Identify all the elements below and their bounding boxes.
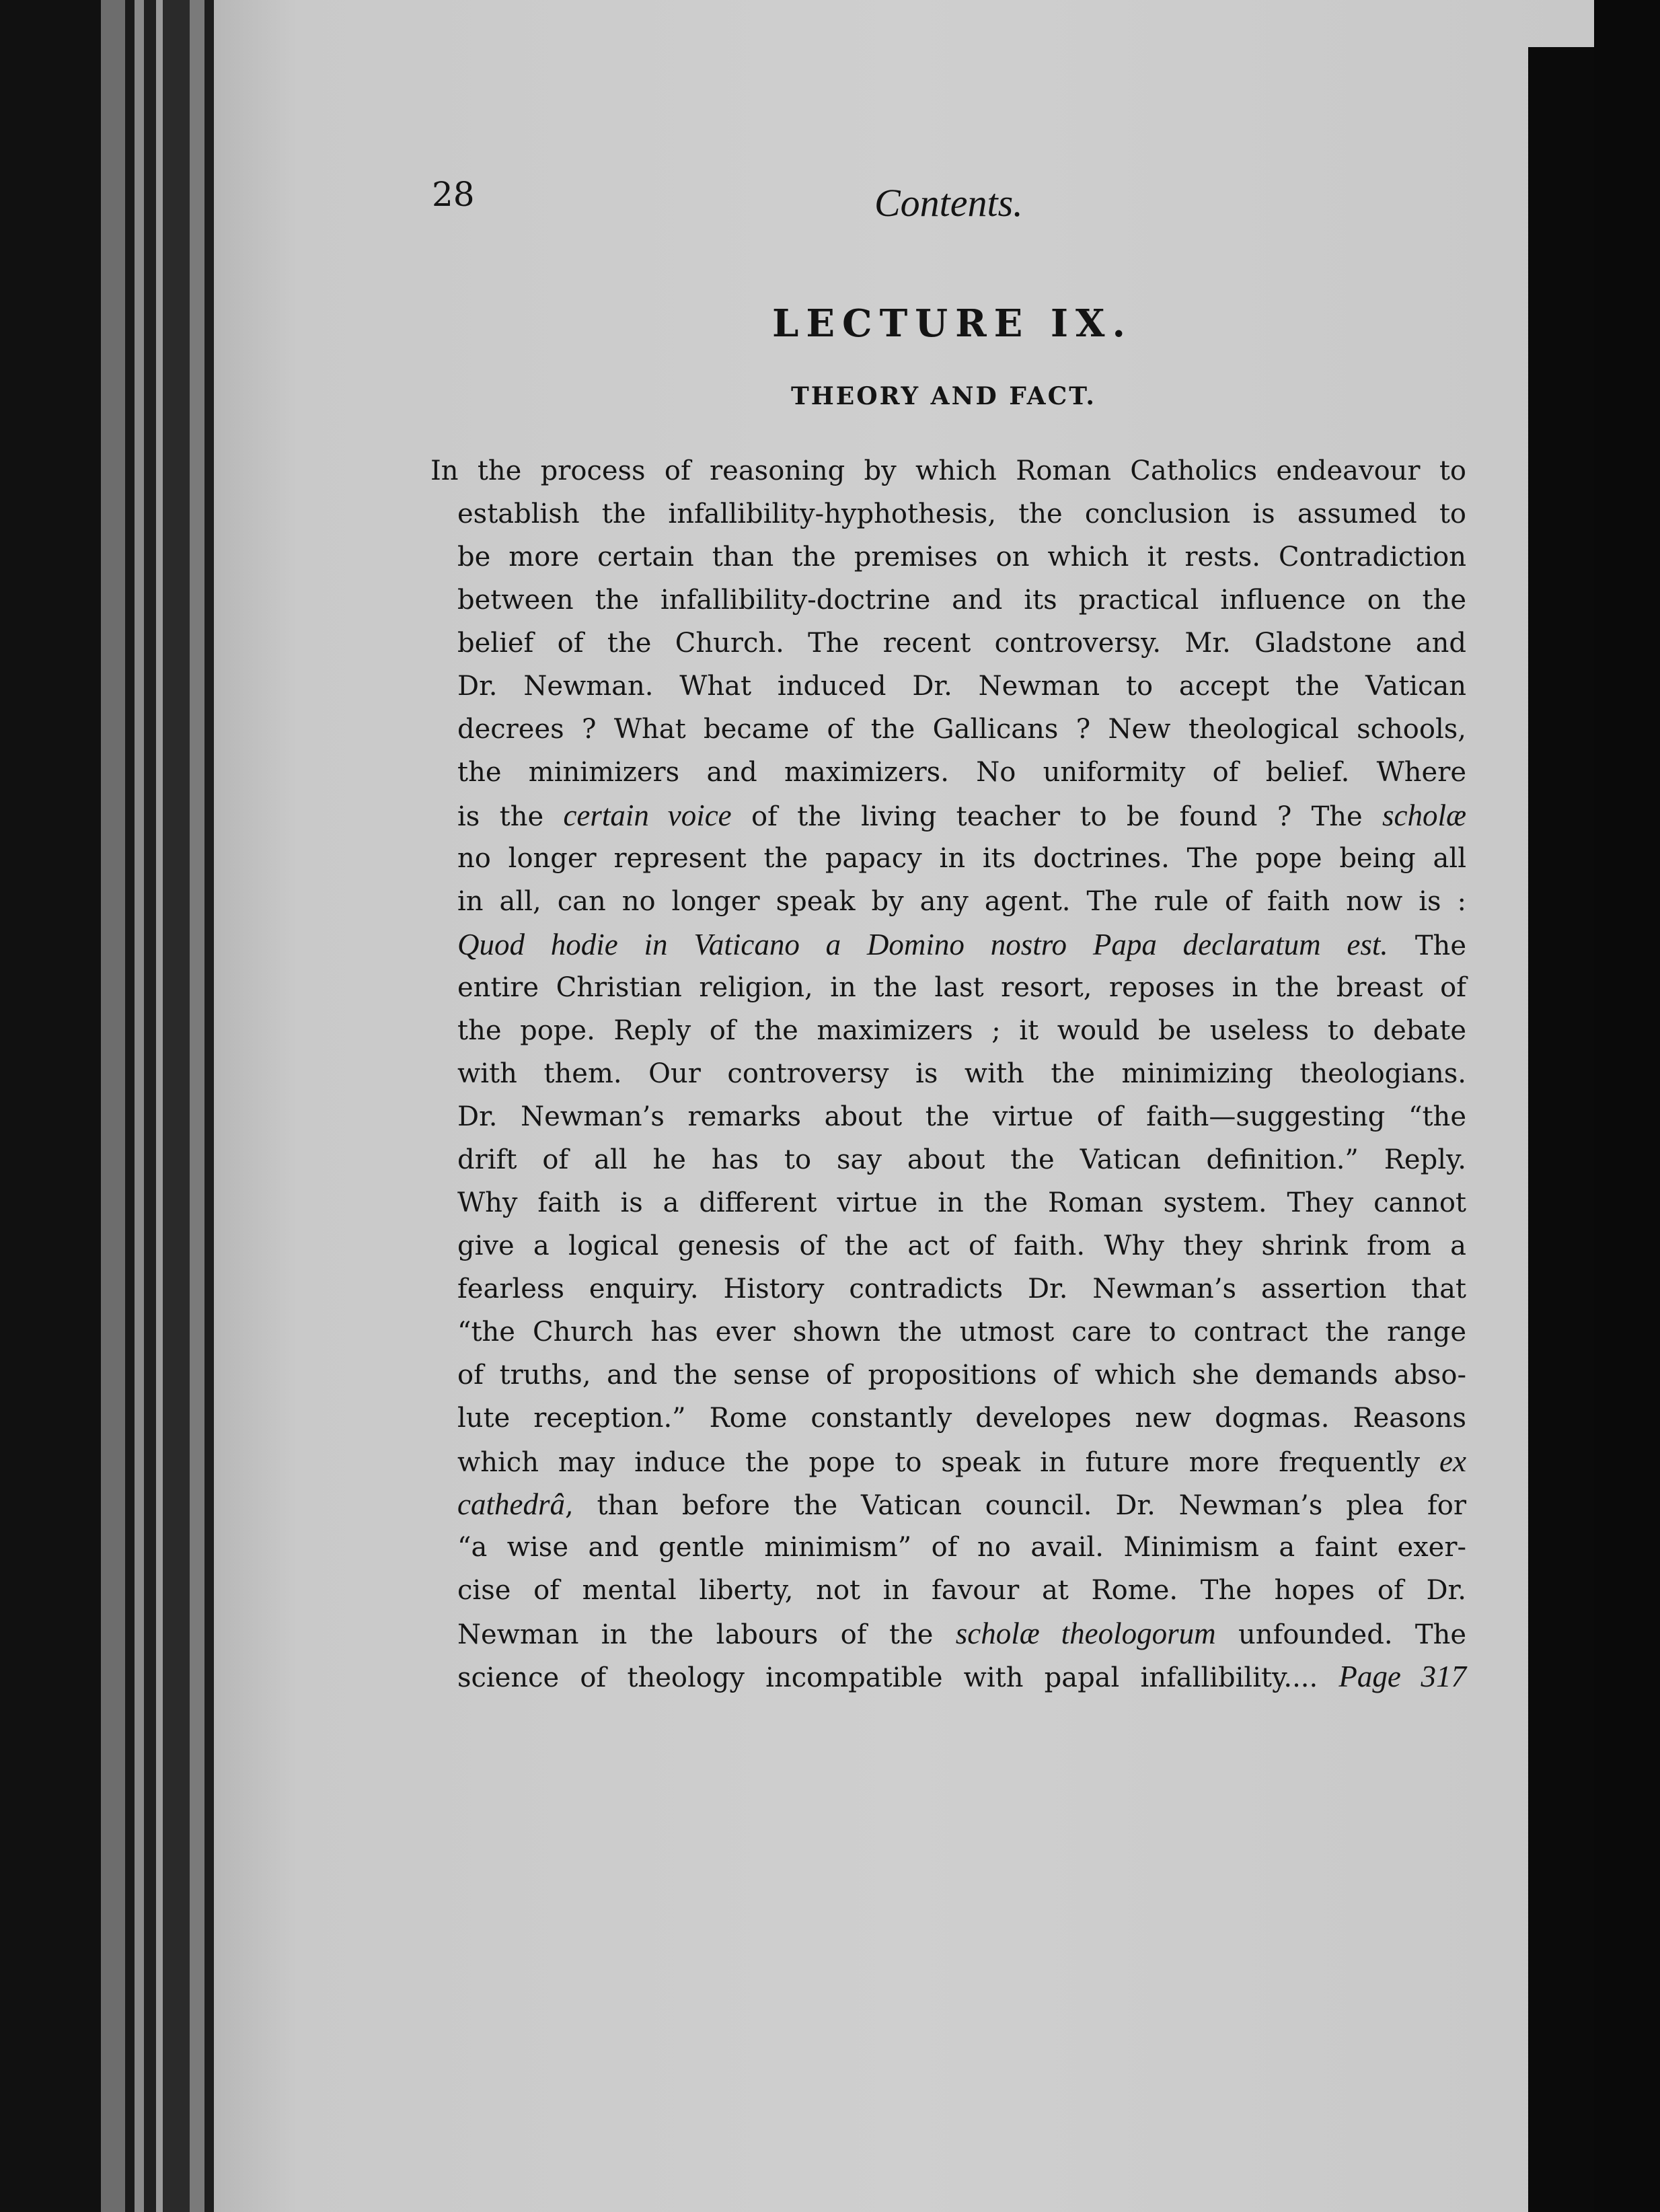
synopsis-line: lute reception.” Rome constantly developes new dogmas. Reasons — [457, 1403, 1466, 1434]
synopsis-line: in all, can no longer speak by any agent. The rule of faith now is : — [457, 886, 1466, 917]
running-head: Contents. — [874, 181, 1023, 225]
synopsis-line: no longer represent the papacy in its doctrines. The pope being all — [457, 843, 1466, 874]
page-edge-stripe — [125, 0, 135, 2212]
page-number: 28 — [432, 175, 475, 214]
synopsis-line: give a logical genesis of the act of faith. Why they shrink from a — [457, 1230, 1466, 1261]
synopsis-line: cise of mental liberty, not in favour at Rome. The hopes of Dr. — [457, 1575, 1466, 1606]
page-edge-stripe — [101, 0, 125, 2212]
synopsis-line: establish the infallibility-hyphothesis, the conclusion is assumed to — [457, 499, 1466, 529]
synopsis-line: In the process of reasoning by which Roman Catholics endeavour to — [430, 455, 1466, 486]
synopsis-line: belief of the Church. The recent controversy. Mr. Gladstone and — [457, 628, 1466, 659]
lecture-heading: LECTURE IX. — [772, 301, 1133, 346]
synopsis-line: Quod hodie in Vaticano a Domino nostro Papa declaratum est. The — [457, 928, 1466, 961]
synopsis-line: of truths, and the sense of propositions of which she demands abso- — [457, 1360, 1466, 1391]
synopsis-line: “a wise and gentle minimism” of no avail. Minimism a faint exer- — [457, 1532, 1466, 1563]
synopsis-line: “the Church has ever shown the utmost care to contract the range — [457, 1317, 1466, 1348]
page-edge-stripe — [144, 0, 156, 2212]
synopsis-line: entire Christian religion, in the last resort, reposes in the breast of — [457, 972, 1466, 1003]
synopsis-line: Dr. Newman. What induced Dr. Newman to accept the Vatican — [457, 671, 1466, 702]
page-edge-stripe — [190, 0, 204, 2212]
synopsis-line: Dr. Newman’s remarks about the virtue of faith—suggesting “the — [457, 1101, 1466, 1132]
page-edge-stripe — [156, 0, 163, 2212]
synopsis-line: the minimizers and maximizers. No uniformity of belief. Where — [457, 757, 1466, 788]
synopsis-line: drift of all he has to say about the Vatican definition.” Reply. — [457, 1144, 1466, 1175]
synopsis-line: with them. Our controversy is with the minimizing theologians. — [457, 1058, 1466, 1089]
synopsis-line: the pope. Reply of the maximizers ; it would be useless to debate — [457, 1015, 1466, 1046]
synopsis-line: Newman in the labours of the scholæ theologorum unfounded. The — [457, 1617, 1467, 1650]
synopsis-line: science of theology incompatible with papal infallibility.... Page 317 — [457, 1660, 1466, 1693]
page-edge-stripe — [135, 0, 144, 2212]
synopsis-line: cathedrâ, than before the Vatican council. Dr. Newman’s plea for — [457, 1487, 1466, 1521]
synopsis-line: is the certain voice of the living teacher to be found ? The scholæ — [457, 799, 1466, 832]
lecture-subtitle: THEORY AND FACT. — [791, 382, 1096, 410]
synopsis-line: between the infallibility-doctrine and its practical influence on the — [457, 585, 1466, 616]
page-edge-stripe — [163, 0, 190, 2212]
synopsis-line: decrees ? What became of the Gallicans ? New theological schools, — [457, 714, 1466, 745]
page-edge-stripe — [204, 0, 214, 2212]
synopsis-line: fearless enquiry. History contradicts Dr. Newman’s assertion that — [457, 1274, 1466, 1304]
synopsis-line: be more certain than the premises on which it rests. Contradiction — [457, 542, 1466, 573]
right-edge-shadow — [1528, 47, 1594, 2212]
synopsis-line: which may induce the pope to speak in future more frequently ex — [457, 1444, 1466, 1478]
synopsis-line: Why faith is a different virtue in the Roman system. They cannot — [457, 1187, 1466, 1218]
binding-shadow — [0, 0, 101, 2212]
